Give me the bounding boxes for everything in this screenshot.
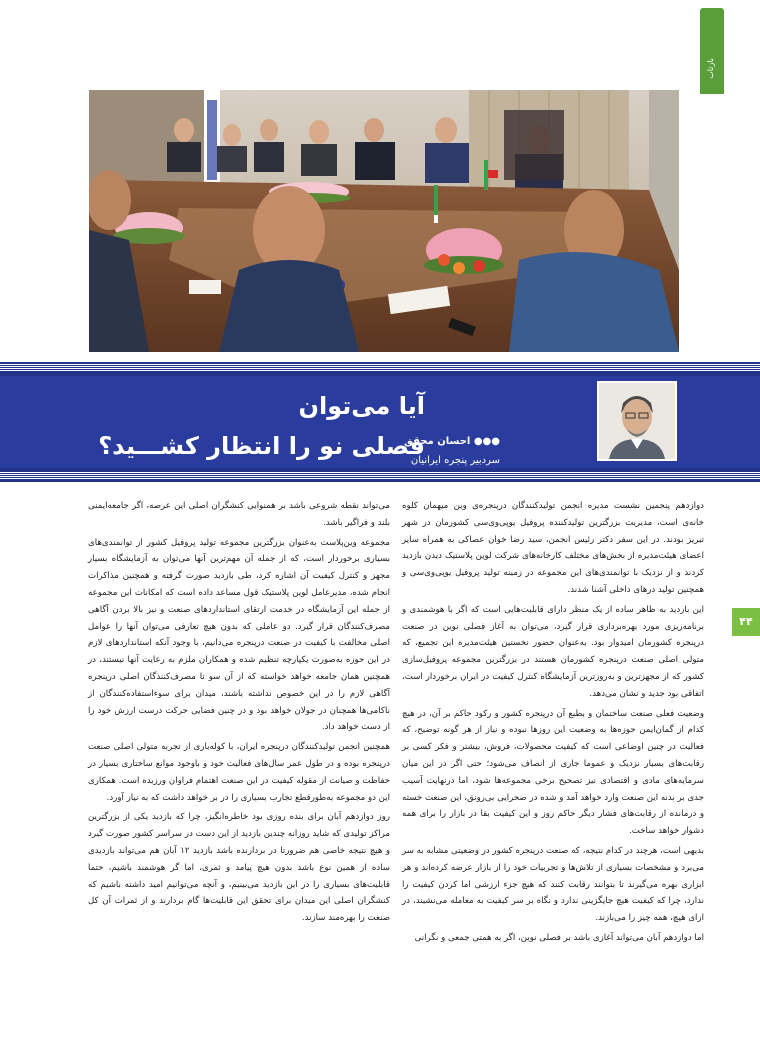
section-tab-label: بازتاب xyxy=(706,58,715,79)
section-tab xyxy=(700,8,724,94)
body-column-right xyxy=(402,498,704,950)
page-number: ۴۴ xyxy=(732,608,760,636)
paragraph: وضعیت فعلی صنعت ساختمان و بطبع آن درپنجره کشور و رکود حاکم بر آن، در هیچ کدام از گمان‌ایمن حوزه‌ها به وضعیت این روزها نبوده و نیاز از هر گونه توضیح، که فعالیت در چنین اوضاعی است که کیفیت محصولات، فروش، بیشتر و فکر کسی بر رقابت‌های بسیار نزدیک و عموما جاری از انصاف می‌شود؛ حتی اگر در این میان سرمایه‌های مادی و اقتصادی نیز تصحیح برخی مجموعه‌ها شود، اما درنهایت آسیب جدی بر بدنه این صنعت وارد خواهد آمد و شده در صحرایی بی‌رونق، این صنعت خسته و درمانده از رقابت‌های فشار دیگر حاکم روز و این کیفیت بقا در بازار را برای همه دشوار خواهد ساخت. xyxy=(402,708,704,837)
meeting-illustration xyxy=(89,90,679,352)
paragraph: همچنین انجمن تولیدکنندگان درپنجره ایران، با کوله‌باری از تجربه متولی اصلی صنعت درپنجره بوده و در طول عمر سال‌های فعالیت خود و باوجود موانع ساختاری بسیار در حفاظت و صیانت از مقوله کیفیت در این صنعت اهتمام فراوان ورزیده است. همکاری این دو مجموعه به‌طورقطع تجارب بسیاری را در بر خواهد داشت که به نیاز آورد. xyxy=(88,742,390,803)
meeting-photo xyxy=(89,90,679,352)
author-photo xyxy=(597,381,677,461)
banner-stripes-bottom xyxy=(0,472,760,480)
body-column-left xyxy=(88,498,390,930)
paragraph: روز دوازدهم آبان برای بنده روزی بود خاطره‌انگیز، چرا که بازدید یکی از بزرگترین مراکز تولیدی که شاید روزانه چندین بازدید از این دست در سراسر کشور صورت گیرد و هیچ نتیجه خاصی هم ضرورتا در بردارنده باشد بازدید ۱۲ آبان هم می‌تواند بازدیدی ساده از همین نوع باشد بدون هیچ پیامد و ثمری، اما گر هوشمند باشیم، حتما قابلیت‌های بسیاری را در این بازدید می‌بینیم، و آنچه می‌توانیم امید داشته باشیم که کنشگران اصلی این میدان برای تحقق این قابلیت‌ها گام بردارند و از ثمرات آن کل صنعت را بهره‌مند سازند. xyxy=(88,812,390,924)
author-name: ●●● احسان محقق xyxy=(404,436,500,447)
paragraph: اما دوازدهم آبان می‌تواند آغازی باشد بر فصلی نوین، اگر به همتی جمعی و نگرانی xyxy=(414,932,704,943)
paragraph: مجموعه وین‌پلاست به‌عنوان بزرگترین مجموعه تولید پروفیل کشور از توانمندی‌های بسیاری برخوردار است، که از جمله آن مهم‌ترین آنها می‌توان به آزمایشگاه بسیار مجهز و کنترل کیفیت آن اشاره کرد، طی بازدید صورت گرفته و همچنین مذاکرات انجام شده، مدیرعامل لوین پلاستیک قول مساعد داده است که امکانات این مجموعه از جمله این آزمایشگاه در خدمت ارتقای استانداردهای صنعت و نیز بالا بردن آگاهی مصرف‌کنندگان قرار گیرد. دو عاملی که بدون هیچ تعارفی می‌توان آنها را عوامل اصلی مخالفت با کیفیت در صنعت درپنجره می‌دانیم، با وجود آنکه استانداردهای لازم در این حوزه به‌صورت یکپارچه تنظیم شده و همکاران ملزم به رعایت آنها نیستند، در همچنین همان جامعه خواهد خواسته که از آن سو تا مصرف‌کنندگان اصلی درپنجره آگاهی لازم را در این خصوص نداشته باشند، میدان برای سوءاستفاده‌کنندگان از ناکامی‌ها همچنان در جولان خواهد بود و در چنین فضایی حرکت درست ارزش خود را از دست خواهد داد. xyxy=(88,537,390,733)
headline-line2: فصلی نو را انتظار کشـــید؟ xyxy=(98,432,425,460)
paragraph: بدیهی است، هرچند در کدام نتیجه، که صنعت درپنجره کشور در وضعیتی مشابه به سر می‌برد و مشخصات بسیاری از تلاش‌ها و تجربیات خود را از بازار عرضه کرده‌اند و هر ابزاری بهره می‌گیرند تا بتوانند رقابت کنند که هیچ جزء ارزشی اما کردن کیفیت را ندارد، چرا که کیفیت هیچ جایگزینی ندارد و نگاه بر سر کیفیت به معامله می‌نشیند، در ازای هیچ، همه چیز را می‌بازند. xyxy=(402,845,704,924)
author-portrait xyxy=(599,383,675,459)
paragraph: این بازدید به ظاهر ساده از یک منظر دارای قابلیت‌هایی است که اگر با هوشمندی و برنامه‌ریزی مورد بهره‌برداری قرار گیرد، می‌توان به آغاز فصلی نوین در صنعت درپنجره کشورمان امیدوار بود. به‌عنوان حضور نخستین هیئت‌مدیره این تجمیع، که متولی اصلی صنعت درپنجره کشورمان هستند در بزرگترین مجموعه پروفیل‌سازی کشور که از مجهزترین و به‌روزترین آزمایشگاه کنترل کیفیت در ایران برخوردار است، اتفاقی بود جدید و نشان می‌دهد. xyxy=(402,604,704,699)
banner-stripes-top xyxy=(0,364,760,372)
paragraph: دوازدهم پنجمین نشست مدیره انجمن تولیدکنندگان درپنجره‌ی وین میهمان کلوه خانه‌ی است، مدیریت بزرگترین تولیدکننده پروفیل یوپی‌وی‌سی کشورمان در شهر تبریز بودند. در این سفر دکتر رئیس انجمن، سید رضا خوان عصاکی به همراه سایر اعضای هیئت‌مدیره از بخش‌های مختلف کارخانه‌های شرکت لوین پلاستیک دیدن بازدید کردند و از نزدیک با توانمندی‌های این مجموعه در زمینه تولید پروفیل یوپی‌وی‌سی و همچنین تولید درهای داخلی آشنا شدند. xyxy=(402,501,704,595)
author-role: سردبیر پنجره ایرانیان xyxy=(410,455,500,466)
headline-line1: آیا می‌توان xyxy=(298,392,425,420)
paragraph: می‌تواند نقطه شروعی باشد بر همنوایی کنشگران اصلی این عرصه، اگر جامعه‌ایمنی بلند و فراگیر باشد. xyxy=(88,501,390,528)
